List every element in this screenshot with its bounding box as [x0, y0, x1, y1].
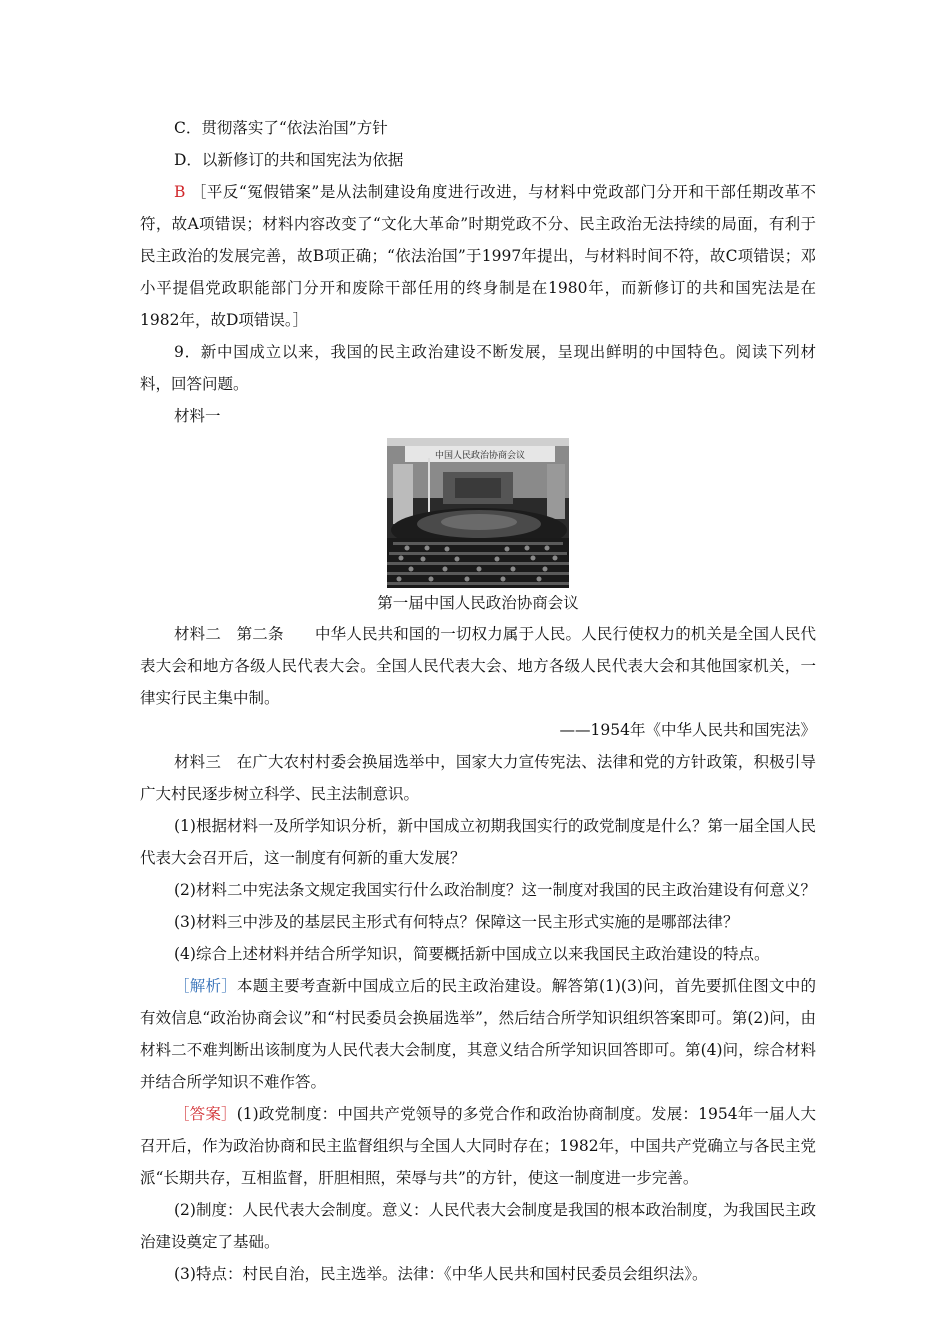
material1-label: 材料一 — [174, 407, 221, 425]
q9-stem: 9．新中国成立以来，我国的民主政治建设不断发展，呈现出鲜明的中国特色。阅读下列材料，回答问题。 — [140, 343, 816, 393]
answer-paragraph-1 — [140, 1098, 816, 1194]
answer-paragraph-3: (3)特点：村民自治，民主选举。法律：《中华人民共和国村民委员会组织法》。 — [174, 1265, 708, 1283]
answer-paragraph-2: (2)制度：人民代表大会制度。意义：人民代表大会制度是我国的根本政治制度，为我国民主政治建设奠定了基础。 — [140, 1201, 816, 1251]
material2-source: ——1954年《中华人民共和国宪法》 — [559, 721, 816, 739]
material3: 材料三 在广大农村村委会换届选举中，国家大力宣传宪法、法律和党的方针政策，积极引导广大村民逐步树立科学、民主法制意识。 — [140, 753, 816, 803]
question-4: (4)综合上述材料并结合所学知识，简要概括新中国成立以来我国民主政治建设的特点。 — [174, 945, 770, 963]
analysis-text: 本题主要考查新中国成立后的民主政治建设。解答第(1)(3)问，首先要抓住图文中的有效信息“政治协商会议”和“村民委员会换届选举”，然后结合所学知识组织答案即可。第(2)问，由材料二不难判断出该制度为人民代表大会制度，其意义结合所学知识回答即可。第(4)问，综合材料并结合所学知识不难作答。 — [140, 977, 816, 1091]
photo-caption: 第一届中国人民政治协商会议 — [377, 594, 579, 612]
option-c: C．贯彻落实了“依法治国”方针 — [174, 119, 388, 137]
answer-1-text: (1)政党制度：中国共产党领导的多党合作和政治协商制度。发展：1954年一届人大召开后，作为政治协商和民主监督组织与全国人大同时存在；1982年，中国共产党确立与各民主党派“长期共存，互相监督，肝胆相照，荣辱与共”的方针，使这一制度进一步完善。 — [140, 1105, 816, 1187]
analysis-tag: ［解析］ — [174, 977, 237, 995]
q8-answer-letter: B — [174, 183, 186, 201]
q8-explanation-text: ［平反“冤假错案”是从法制建设角度进行改进，与材料中党政部门分开和干部任期改革不符，故A项错误；材料内容改变了“文化大革命”时期党政不分、民主政治无法持续的局面，有利于民主政治的发展完善，故B项正确；“依法治国”于1997年提出，与材料时间不符，故C项错误；邓小平提倡党政职能部门分开和废除干部任用的终身制是在1980年，而新修订的共和国宪法是在1982年，故D项错误。］ — [140, 183, 816, 329]
document-page — [140, 112, 816, 1290]
cppcc-photo — [387, 438, 569, 588]
question-2: (2)材料二中宪法条文规定我国实行什么政治制度？这一制度对我国的民主政治建设有何意义？ — [174, 881, 816, 899]
question-3: (3)材料三中涉及的基层民主形式有何特点？保障这一民主形式实施的是哪部法律？ — [174, 913, 739, 931]
photo-banner-text: 中国人民政治协商会议 — [434, 451, 526, 461]
option-d: D．以新修订的共和国宪法为依据 — [174, 151, 404, 169]
question-1: (1)根据材料一及所学知识分析，新中国成立初期我国实行的政党制度是什么？第一届全国人民代表大会召开后，这一制度有何新的重大发展？ — [140, 817, 816, 867]
analysis-paragraph — [140, 970, 816, 1098]
answer-tag: ［答案］ — [174, 1105, 237, 1123]
material2: 材料二 第二条 中华人民共和国的一切权力属于人民。人民行使权力的机关是全国人民代表大会和地方各级人民代表大会。全国人民代表大会、地方各级人民代表大会和其他国家机关，一律实行民主集中制。 — [140, 625, 816, 707]
q8-answer-explanation — [140, 176, 816, 336]
